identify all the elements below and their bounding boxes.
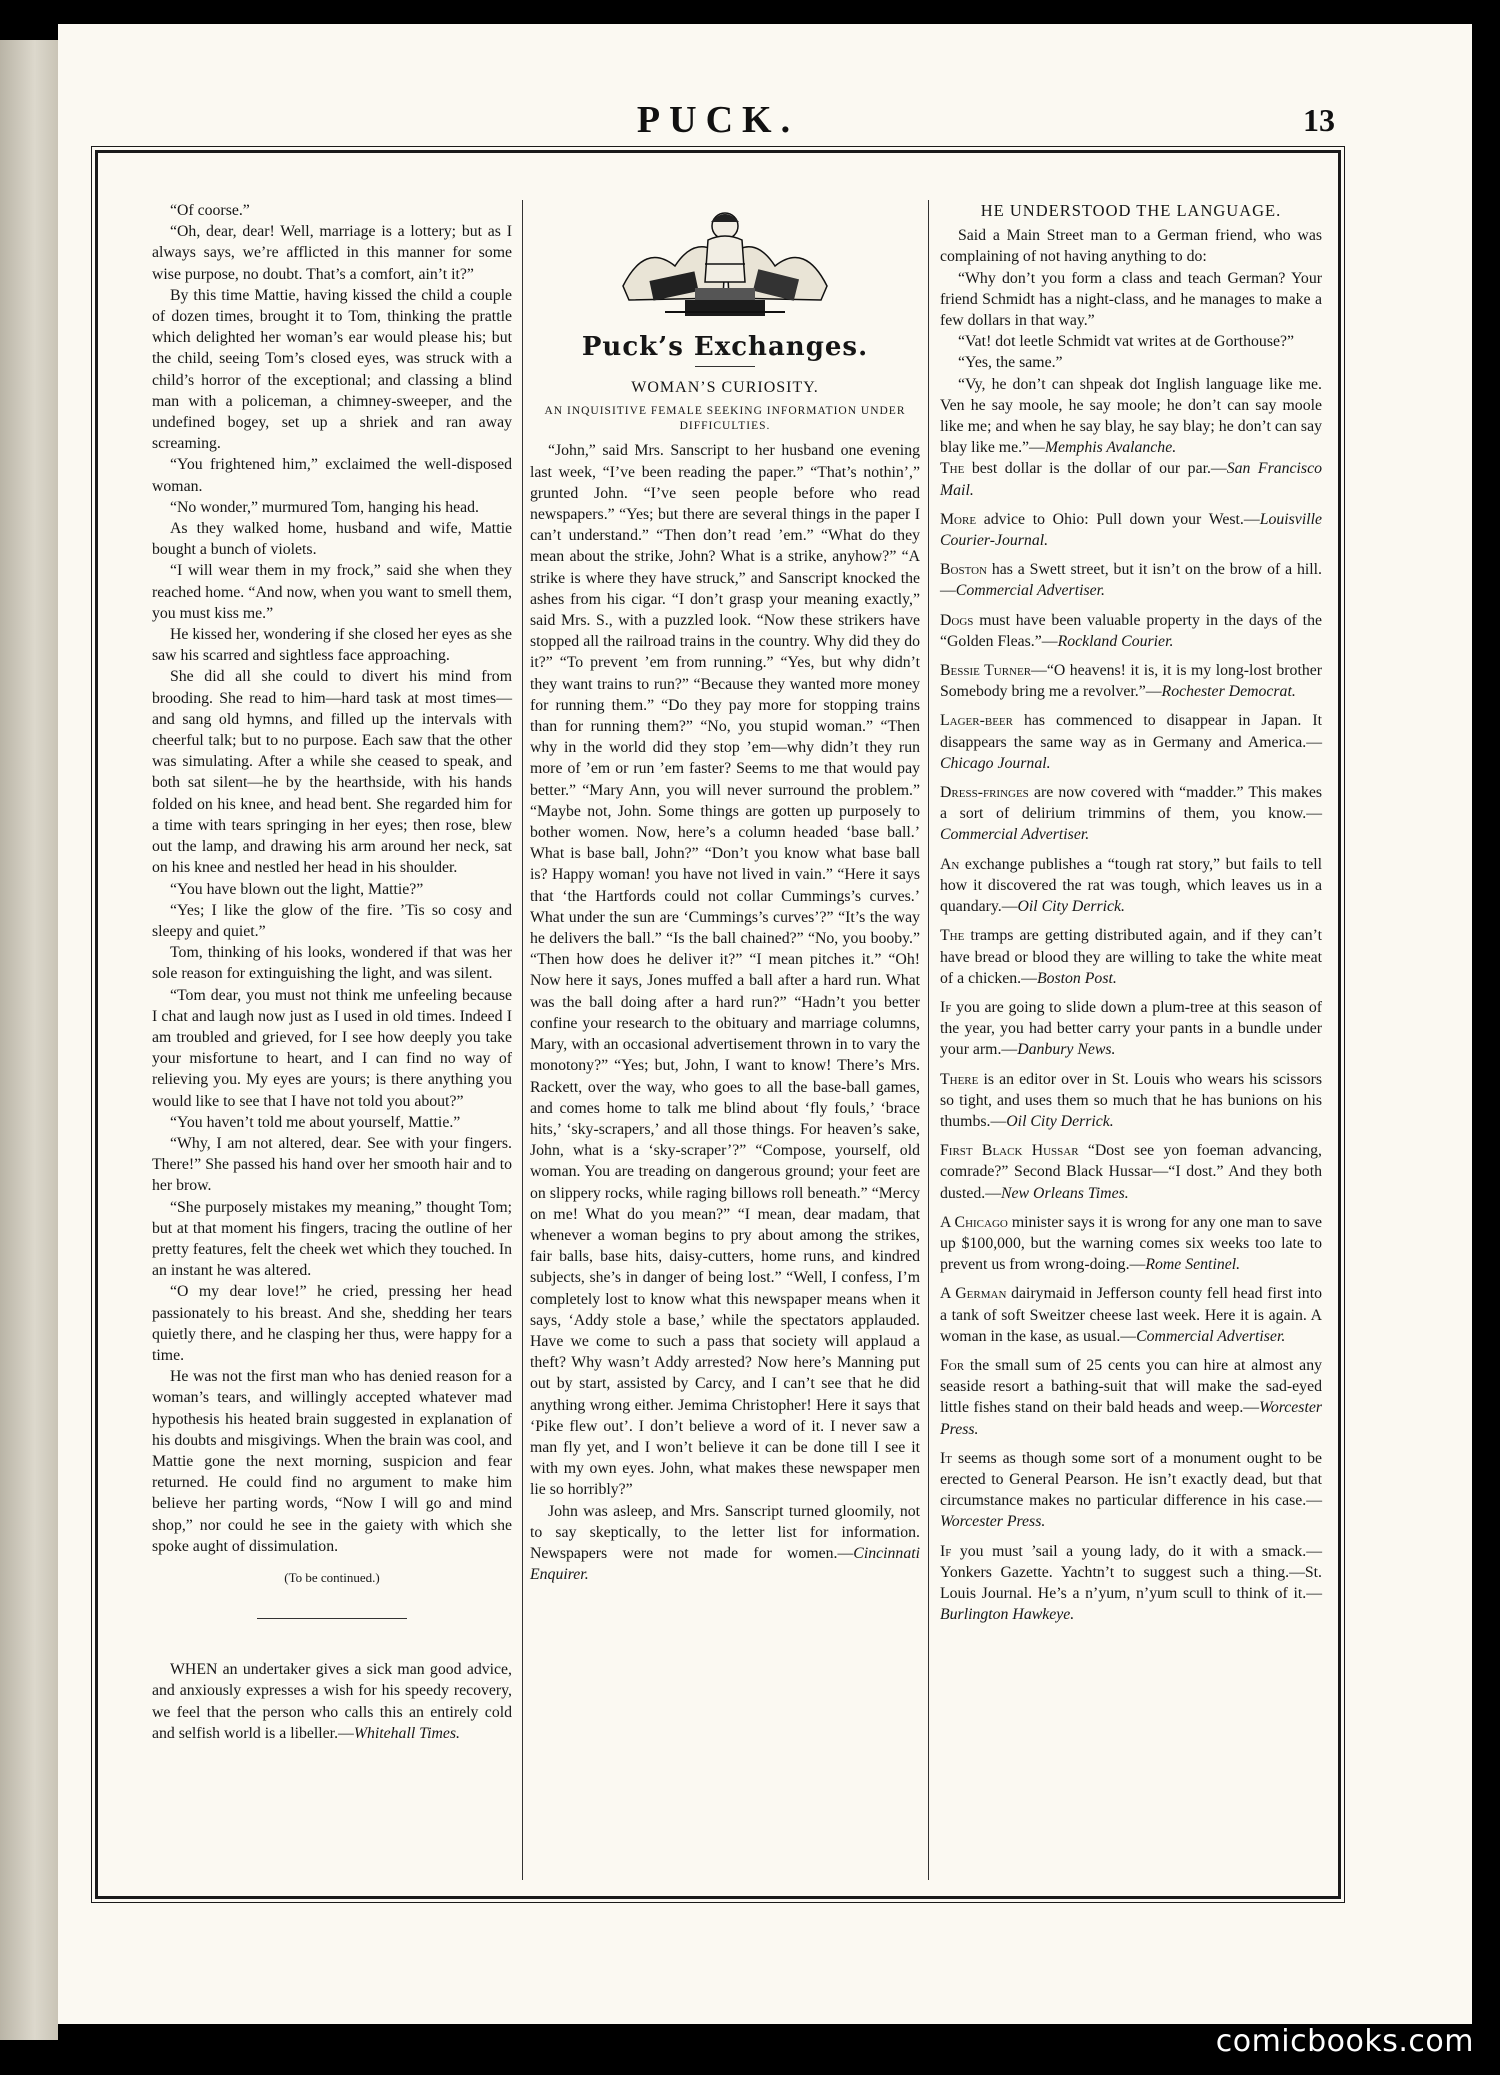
story-paragraph: “Oh, dear, dear! Well, marriage is a lottery; but as I always says, we’re afflicted in this manner for some wise purpose, no doubt. That’s a comfort, ain’t it?” [152,223,512,283]
item-lead: More [940,510,977,528]
item-text: seems as though some sort of a monument ought to be erected to General Pearson. He isn’t exactly dead, but that circumstance makes no particular difference in his case.— [940,1449,1322,1510]
exchange-paragraph-closing [530,1501,920,1586]
item-source: Boston Post. [1036,969,1117,987]
item-source: San Francisco Mail. [940,460,1322,499]
item-source: Memphis Avalanche. [1044,439,1177,457]
story-column [152,200,512,1744]
exchange-item [940,660,1322,702]
anecdote-paragraph: “Why don’t you form a class and teach German? Your friend Schmidt has a night-class, and he manages to make a few dollars in that way.” [940,269,1322,330]
story-paragraph: “I will wear them in my frock,” said she when they reached home. “And now, when you want to smell them, you must kiss me.” [152,562,512,622]
item-source: Commercial Advertiser. [1136,1327,1286,1345]
story-paragraph: “You haven’t told me about yourself, Mattie.” [170,1113,461,1131]
exchange-item [940,1448,1322,1533]
item-source: Worcester Press. [940,1513,1046,1531]
item-text: must have been valuable property in the days of the “Golden Fleas.”— [940,611,1322,650]
story-subtitle: AN INQUISITIVE FEMALE SEEKING INFORMATION UNDER DIFFICULTIES. [544,405,906,433]
cherub-reading-illustration [605,202,845,327]
item-source: Commercial Advertiser. [955,582,1105,600]
exchange-item [940,458,1322,500]
item-text: best dollar is the dollar of our par.— [964,460,1227,478]
item-lead: For [940,1356,965,1374]
item-source: Burlington Hawkeye. [940,1606,1075,1624]
item-source: Chicago Journal. [940,754,1051,772]
exchange-item [940,610,1322,652]
exchange-item [940,854,1322,918]
story-paragraph: “Of coorse.” [170,202,250,219]
story-paragraph: “You frightened him,” exclaimed the well-disposed woman. [152,456,512,495]
anecdote-text: “Vy, he don’t can shpeak dot Inglish language like me. Ven he say moole, he say moole; he don’t can say moole like me; and when he say blay, he say blay; he don’t can say blay like me.”— [940,375,1322,457]
short-items-column [940,200,1322,1633]
exchange-item [940,710,1322,774]
section-heading: HE UNDERSTOOD THE LANGUAGE. [980,201,1282,220]
masthead [95,92,1341,148]
item-text: “Dost see yon foeman advancing, comrade?” Second Black Hussar—“I dost.” And they both dusted.— [940,1142,1322,1202]
item-lead: Boston [940,561,988,579]
item-source: Whitehall Times. [353,1724,461,1742]
item-text: minister says it is wrong for any one man to save up $100,000, but the warning comes six weeks too late to prevent us from wrong-doing.— [940,1213,1322,1274]
item-text: the small sum of 25 cents you can hire at almost any seaside resort a bathing-suit that will make the sad-eyed little fishes stand on their bald heads and weep.— [940,1356,1322,1417]
item-source: Rome Sentinel. [1145,1256,1241,1274]
anecdote-paragraph: “Vat! dot leetle Schmidt vat writes at de Gorthouse?” [958,333,1295,351]
item-lead: A Chicago [940,1213,1008,1231]
undertaker-text: WHEN an undertaker gives a sick man good advice, and anxiously expresses a wish for his speedy recovery, we feel that the person who calls this an entirely cold and selfish world is a libeller.— [152,1661,512,1742]
exchange-items [940,458,1322,1625]
item-lead: A German [940,1285,1007,1303]
item-text: has a Swett street, but it isn’t on the brow of a hill.— [940,561,1322,600]
story-title: WOMAN’S CURIOSITY. [631,379,819,397]
story-paragraph: “Yes; I like the glow of the fire. ’Tis so cosy and sleepy and quiet.” [152,901,512,940]
story-paragraph: Tom, thinking of his looks, wondered if that was her sole reason for extinguishing the light, and was silent. [152,944,512,983]
item-text: —“O heavens! it is, it is my long-lost brother Somebody bring me a revolver.”— [940,662,1322,701]
item-lead: If [940,1542,952,1560]
story-paragraph: “You have blown out the light, Mattie?” [170,880,424,898]
item-source: New Orleans Times. [1001,1184,1129,1202]
previous-page-edge [0,40,58,2040]
item-source: Louisville Courier-Journal. [940,510,1322,550]
item-text: are now covered with “madder.” This makes a sort of delirium trimmins of them, you know.— [940,784,1322,823]
item-source: Oil City Derrick. [1006,1112,1114,1130]
story-paragraph: “She purposely mistakes my meaning,” thought Tom; but at that moment his fingers, tracing the outline of her pretty features, felt the cheek wet which they touched. In an instant he was altered. [152,1198,512,1280]
story-paragraph: As they walked home, husband and wife, Mattie bought a bunch of violets. [152,520,512,559]
page-number: 13 [1303,102,1335,138]
item-source: Rockland Courier. [1057,632,1174,650]
watermark: comicbooks.com [1215,2024,1474,2059]
masthead-title: PUCK. [636,99,800,141]
story-paragraphs [152,200,512,1557]
item-lead: The [940,460,965,478]
item-text: dairymaid in Jefferson county fell head first into a tank of soft Sweitzer cheese last week. Here it is again. A woman in the kase, as usual.— [940,1285,1322,1345]
item-lead: There [940,1070,979,1088]
exchange-item [940,509,1322,551]
item-text: is an editor over in St. Louis who wears his scissors so tight, and uses them so much that he has bunions on his thumbs.— [940,1070,1322,1130]
story-paragraph: “No wonder,” murmured Tom, hanging his head. [170,498,480,516]
item-lead: Dogs [940,611,974,629]
continued-note: (To be continued.) [284,1570,380,1585]
item-lead: Lager-beer [940,712,1013,730]
exchange-item [940,1355,1322,1440]
anecdote-paragraph: Said a Main Street man to a German friend, who was complaining of not having anything to do: [940,227,1322,266]
column-rule-right [928,200,929,1880]
exchange-item [940,925,1322,989]
story-paragraph: He kissed her, wondering if she closed her eyes as she saw his scarred and sightless face approaching. [152,626,512,665]
item-text: advice to Ohio: Pull down your West.— [976,510,1260,528]
item-lead: First Black Hussar [940,1142,1079,1160]
department-title: Puck’s Exchanges. [581,332,869,362]
story-paragraph: By this time Mattie, having kissed the child a couple of dozen times, brought it to Tom, thinking the prattle which delighted her woman’s ear would please his; but the child, seeing Tom’s closed eyes, was struck with a child’s horror of the exceptional; and classing a blind man with a policeman, a chimney-sweeper, and the undefined bogey, set up a shriek and ran away screaming. [152,286,512,453]
anecdote-paragraph [940,374,1322,459]
exchange-item [940,1140,1322,1204]
column-rule-left [522,200,523,1880]
item-lead: Bessie Turner [940,662,1032,680]
exchanges-column [530,200,920,1585]
item-source: Commercial Advertiser. [940,826,1090,844]
item-text: has commenced to disappear in Japan. It disappears the same way as in Germany and America.— [940,712,1322,751]
item-text: exchange publishes a “tough rat story,” but fails to tell how it discovered the rat was tough, which leaves us in a quandary.— [940,855,1322,916]
exchange-item [940,1283,1322,1347]
item-source: Cincinnati Enquirer. [530,1544,920,1584]
exchange-item [940,1541,1322,1626]
item-lead: An [940,855,960,873]
item-lead: The [940,927,965,945]
item-text: you must ’sail a young lady, do it with a smack.—Yonkers Gazette. Yachtn’t to suggest such a thing.—St. Louis Journal. He’s a n’yum, n’yum scull to think of it.— [940,1542,1322,1602]
item-lead: If [940,998,952,1016]
item-text: you are going to slide down a plum-tree at this season of the year, you had better carry your pants in a bundle under your arm.— [940,998,1322,1059]
closing-text: John was asleep, and Mrs. Sanscript turned gloomily, not to say skeptically, to the letter list for information. Newspapers were not made for women.— [530,1502,920,1562]
exchange-item [940,559,1322,601]
exchange-paragraph: “John,” said Mrs. Sanscript to her husband one evening last week, “I’ve been reading the paper.” “That’s nothin’,” grunted John. “I’ve seen people before who read newspapers.” “Yes; but there are several things in the paper I can’t understand.” “Then don’t read ’em.” “What do they mean about the strike, John? What is a strike, anyhow?” “A strike is where they have struck,” and Sanscript knocked the ashes from his cigar. “I don’t grasp your meaning exactly,” said Mrs. S., with a puzzled look. “Now these strikers have stopped all the railroad trains in the country. Why did they do it?” “To prevent ’em from running.” “Yes, but why didn’t they want trains to run?” “Because they wanted more money for running them.” “Do they pay more for stopping trains than for running them?” “No, you stupid woman.” “Then why in the world did they stop ’em—why didn’t they run more of ’em or run ’em faster? Seems to me that would pay better.” “Mary Ann, you will never surround the problem.” “Maybe not, John. Some things are gotten up purposely to bother women. Now, here’s a column headed ‘base ball.’ What is base ball, John?” “Don’t you know what base ball is? Happy woman! you have not lived in vain.” “Here it says that ‘the Hartfords could not collar Cummings’s curves.’ What under the sun are ‘Cummings’s curves’?” “It’s the way he delivers the ball.” “Is the ball chained?” “No, you booby.” “Then how does he deliver it?” “I mean pitches it.” “Oh! Now here it says, Jones muffed a ball after a hard run. What was the ball doing after a hard run?” “Hadn’t you better confine your research to the obituary and marriage columns, Mary, with an occasional advertisement thrown in to vary the monotony?” “Yes; but, John, I want to know! There’s Mrs. Rackett, over the way, who goes to all the base-ball games, and comes home to talk me blind about ‘fly fouls,’ ‘brace hits,’ ‘sky-scrapers,’ and all those things. For heaven’s sake, John, what is a ‘sky-scraper’?” “Compose, yourself, old woman. You are treading on dangerous ground; your feet are on slippery rocks, while raging billows roll beneath.” “Mercy on me! What do you mean?” “I mean, dear madam, that whenever a woman begins to pry about among the strikes, fair balls, base hits, daisy-cutters, home runs, and kindred subjects, she’s in danger of being lost.” “Well, I confess, I’m completely lost to know what this newspaper means when it says, ‘Addy stole a base,’ while the spectators applauded. Have we come to such a pass that society will applaud a theft? Why wasn’t Addy arrested? Now here’s Manning put out by start, assisted by Carcy, and I can’t see that he did anything wrong either. Jemima Christopher! Here it says that ‘Pike flew out’. I don’t believe a word of it. I never saw a man fly yet, and I won’t believe it can be done till I see it with my own eyes. John, what makes these newspaper men lie so horribly?” [530,442,920,1499]
item-source: Worcester Press. [940,1399,1322,1438]
title-rule [695,366,755,367]
anecdote-paragraph: “Yes, the same.” [958,354,1063,372]
undertaker-item [152,1659,512,1744]
item-source: Oil City Derrick. [1017,898,1125,916]
exchange-item [940,1069,1322,1133]
exchange-item [940,1212,1322,1276]
story-paragraph: “Why, I am not altered, dear. See with your fingers. There!” She passed his hand over her smooth hair and to her brow. [152,1134,512,1195]
item-source: Rochester Democrat. [1161,683,1296,701]
item-text: tramps are getting distributed again, and if they can’t have bread or blood they are willing to take the white meat of a chicken.— [940,927,1322,987]
item-lead: Dress-fringes [940,784,1029,802]
exchange-item [940,997,1322,1061]
item-source: Danbury News. [1017,1041,1116,1059]
item-lead: It [940,1449,952,1467]
story-paragraph: He was not the first man who has denied reason for a woman’s tears, and willingly accepted whatever mad hypothesis his heated brain suggested in explanation of his doubts and misgivings. When the brain was cool, and Mattie gone the next morning, suspicion and fear returned. He could find no argument to make him believe her parting words, “Now I will go and mind shop,” nor could he see in the gaiety with which she spoke aught of dissimulation. [152,1368,512,1555]
story-paragraph: “O my dear love!” he cried, pressing her head passionately to his breast. And she, shedding her tears quietly there, and he clasping her thus, were happy for a time. [152,1283,512,1364]
story-paragraph: “Tom dear, you must not think me unfeeling because I chat and laugh now just as I used in old times. Indeed I am troubled and grieved, for I see how deeply you take your misfortune to heart, and I can find no way of relieving you. My eyes are yours; is there anything you would like to see that I have not told you about?” [152,986,512,1110]
exchange-item [940,782,1322,846]
story-paragraph: She did all she could to divert his mind from brooding. She read to him—hard task at most times—and sang old hymns, and filled up the intervals with cheerful talk; but to no purpose. Each saw that the other was simulating. After a while she ceased to speak, and both sat silent—he by the hearthside, with his hands folded on his knee, and head bent. She regarded him for a time with tears springing in her eyes; then rose, blew out the lamp, and drawing his arm around her neck, sat on his knee and nestled her head in his shoulder. [152,668,512,877]
separator-rule [257,1618,407,1619]
